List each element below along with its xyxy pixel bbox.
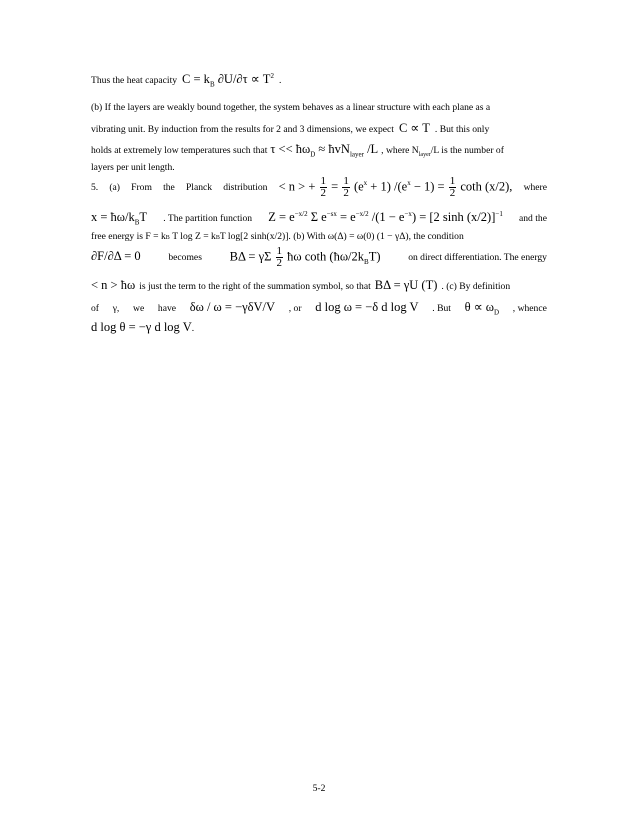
problem-5-line5: < n > ħω is just the term to the right of the summation symbol, so that BΔ = γU (T) . (c) By definition <box>91 278 511 292</box>
heat-capacity-formula: $C = k_B$ $\partial U/\partial\tau \propto T^2$ <box>182 71 274 89</box>
part-b-line3: holds at extremely low temperatures such that $\tau << ħ\omega_D$ ≈ ħvN$_{layer}$ /L , where $N_{layer}/L$ is the number of <box>91 142 504 159</box>
heat-capacity-paragraph: Thus the heat capacity $C = k_B$ $\partial U/\partial\tau \propto T^2$ . <box>91 71 282 89</box>
partition-function-formula: $Z = e^{-x/2}$ Σ $e^{-sx} = e^{-x/2}$ $/(1 - e^{-x}) = [2$ sinh (x/2)]$^{-1}$ <box>268 209 503 224</box>
problem-5-line4: ∂F/∂Δ = 0 becomes BΔ = γΣ $\frac{1}{2}$ ħω coth $(ħ\omega/2k_BT)$ on direct differentiation. The energy <box>91 245 547 269</box>
part-b-paragraph <box>91 101 547 179</box>
b-delta-formula: BΔ = γΣ $\frac{1}{2}$ ħω coth $(ħ\omega/2k_BT)$ <box>229 245 381 269</box>
page-number: 5-2 <box>312 783 326 794</box>
problem-5-line1: 5. (a) From the Planck distribution < n > + $\frac{1}{2}$ = $\frac{1}{2}$ $(e^x + 1) /(e^x - 1)$ = $\frac{1}{2}$ coth (x/2), where <box>91 175 547 199</box>
part-b-line4: layers per unit length. <box>91 162 175 173</box>
planck-formula: < n > + $\frac{1}{2}$ = $\frac{1}{2}$ $(e^x + 1) /(e^x - 1)$ = $\frac{1}{2}$ coth (x/2), <box>278 175 513 199</box>
problem-5-line3: free energy is F = k B T log Z = k B T log[2 sinh(x/2)]. (b) With ω(Δ) = ω(0) (1 − γΔ), the condition <box>91 231 464 242</box>
part-b-line1: (b) If the layers are weakly bound together, the system behaves as a linear structure with each plane as a <box>91 102 491 113</box>
problem-5-line7: d log θ = −γ d log V . <box>91 320 195 334</box>
problem-5-line6: of γ, we have δω / ω = −γδV/V , or d log ω = −δ d log V . But $\theta \propto \omega_D$ , whence <box>91 300 547 317</box>
problem-5-paragraph <box>91 176 547 336</box>
problem-5-line2: $x = ħ\omega/k_BT$ . The partition function $Z = e^{-x/2}$ Σ $e^{-sx} = e^{-x/2}$ $/(1 - e^{-x}) = [2$ sinh (x/2)]$^{-1}$ and the <box>91 209 547 227</box>
heat-capacity-intro: Thus the heat capacity <box>91 75 178 86</box>
part-b-line2: vibrating unit. By induction from the results for 2 and 3 dimensions, we expect C ∝ T . But this only <box>91 121 490 135</box>
